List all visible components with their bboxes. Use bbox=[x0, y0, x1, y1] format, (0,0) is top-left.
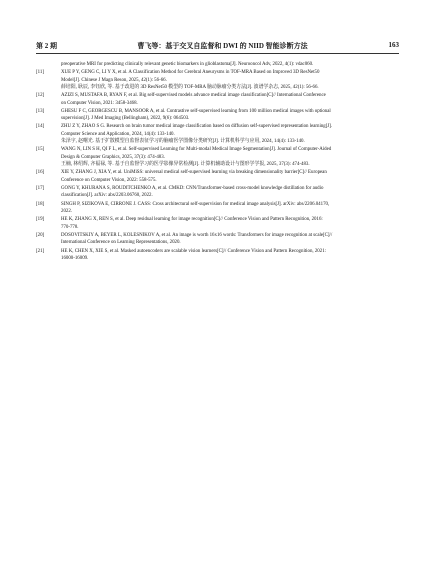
reference-line: on Computer Vision, 2021: 3458-3468. bbox=[61, 100, 138, 106]
reference-text bbox=[61, 216, 397, 231]
reference-line: HE K, ZHANG X, REN S, et al. Deep residual learning for image recognition[C]// Conference Vision and Pattern Recognition, 2016: bbox=[61, 217, 323, 223]
reference-line: GONG Y, KHURANA S, ROUDITCHENKO A, et al. CMKD: CNN/Transformer-based cross-model knowledge distillation for audio bbox=[61, 186, 324, 192]
reference-line: Computer Science and Application, 2024, 14(4): 133-140. bbox=[61, 131, 175, 137]
reference-text bbox=[61, 232, 397, 247]
reference-list bbox=[36, 61, 397, 263]
reference-number: [17] bbox=[36, 186, 45, 192]
reference-line: DOSOVITSKIY A, BEYER L, KOLESNIKOV A, et al. An image is worth 16x16 words: Transformers for image recognition at scale[C]// bbox=[61, 232, 333, 238]
reference-line: XUE P Y, GENG C, LI Y X, et al. A Classification Method for Cerebral Aneurysms in TOF-MRA Based on Improved 3D ResNet50 bbox=[61, 70, 320, 76]
reference-line: Conference on Computer Vision, 2022: 558-575. bbox=[61, 177, 157, 183]
reference-line: SINGH P, SIZIKOVA E, CIRRONE J. CASS: Cross architectural self-supervision for medical image analysis[J]. arXiv: abs/2206.04170, bbox=[61, 201, 330, 207]
reference-text bbox=[61, 108, 397, 123]
reference-entry bbox=[36, 232, 397, 247]
reference-entry bbox=[36, 248, 397, 263]
reference-line: ZHU Z Y, ZHAO S G. Research on brain tumor medical image classification based on diffusion self-supervised representation learning[J]. bbox=[61, 124, 333, 130]
reference-line: HE K, CHEN X, XIE S, et al. Masked autoencoders are scalable vision learners[C]// Conference Vision and Pattern Recognition, 2021: bbox=[61, 248, 326, 254]
header-rule bbox=[36, 53, 399, 54]
reference-number: [18] bbox=[36, 201, 45, 207]
reference-line: supervision[J]. J Med Imaging (Bellingham), 2022, 9(6): 064503. bbox=[61, 116, 190, 122]
reference-entry bbox=[36, 201, 397, 216]
reference-number: [21] bbox=[36, 248, 45, 254]
reference-line: AZIZI S, MUSTAFA B, RYAN F, et al. Big self-supervised models advance medical image classification[C]// International Conference bbox=[61, 93, 326, 99]
reference-number: [15] bbox=[36, 147, 45, 153]
reference-number: [20] bbox=[36, 232, 45, 238]
reference-line: 朱泽宇, 赵曙光. 基于扩散模型自监督表征学习的脑瘤医学图像分类研究[J]. 计算机科学与应用, 2024, 14(4): 133-140. bbox=[61, 139, 305, 145]
reference-number: [19] bbox=[36, 217, 45, 223]
reference-entry bbox=[36, 92, 397, 107]
reference-entry bbox=[36, 169, 397, 184]
reference-entry bbox=[36, 185, 397, 200]
issue-label: 第 2 期 bbox=[36, 42, 57, 50]
reference-line: 16000-16009. bbox=[61, 255, 89, 261]
reference-number: [11] bbox=[36, 70, 44, 76]
reference-line: International Conference on Learning Representations, 2020. bbox=[61, 240, 181, 246]
reference-text bbox=[61, 146, 397, 168]
reference-entry bbox=[36, 146, 397, 168]
reference-entry bbox=[36, 108, 397, 123]
reference-text bbox=[61, 201, 397, 216]
reference-entry bbox=[36, 69, 397, 91]
reference-line: XIE Y, ZHANG J, XIA Y, et al. UniMiSS: universal medical self-supervised learning via breaking dimensionality barrier[C]// European bbox=[61, 170, 327, 176]
reference-line: preoperative MRI for predicting clinically relevant genetic biomarkers in glioblastoma[J]. Neurooncol Adv, 2022, 4(1): vdac060. bbox=[61, 62, 314, 67]
reference-line: WANG N, LIN S H, QI F L, et al. Self-supervised Learning for Multi-modal Medical Image Segmentation[J]. Journal of Computer-Aided bbox=[61, 147, 332, 153]
running-header bbox=[36, 41, 399, 53]
reference-line: 2022. bbox=[61, 209, 73, 215]
reference-entry bbox=[36, 123, 397, 145]
reference-text bbox=[61, 69, 397, 91]
running-title: 曹飞等：基于交叉自监督和 DWI 的 NIID 智能诊断方法 bbox=[137, 42, 308, 50]
reference-number: [12] bbox=[36, 93, 45, 99]
reference-line: classification[J]. arXiv: abs/2203.06760, 2022. bbox=[61, 193, 153, 199]
reference-text bbox=[61, 61, 397, 68]
reference-text bbox=[61, 92, 397, 107]
reference-text bbox=[61, 248, 397, 263]
reference-entry bbox=[36, 61, 397, 68]
reference-line: 770-778. bbox=[61, 224, 79, 230]
reference-line: 王楠, 林绍辉, 齐福禄, 等. 基于自监督学习的医学影像异常检测[J]. 计算机辅助设计与图形学学报, 2025, 37(3): 474-483. bbox=[61, 162, 310, 168]
page-number: 163 bbox=[388, 41, 399, 49]
reference-text bbox=[61, 123, 397, 145]
reference-line: 薛培阳, 耿辰, 李钰欣, 等. 基于改进的 3D ResNet50 模型的 TOF-MRA 脑动脉瘤分类方法[J]. 波谱学杂志, 2025, 42(1): 56-66. bbox=[61, 85, 319, 91]
reference-number: [14] bbox=[36, 124, 45, 130]
reference-number: [13] bbox=[36, 108, 45, 114]
reference-entry bbox=[36, 216, 397, 231]
reference-number bbox=[36, 61, 61, 68]
reference-text bbox=[61, 185, 397, 200]
reference-line: Design & Computer Graphics, 2025, 37(3): 474-483. bbox=[61, 154, 165, 160]
reference-text bbox=[61, 169, 397, 184]
reference-line: GHESU F C, GEORGESCU B, MANSOOR A, et al. Contrastive self-supervised learning from 100 million medical images with optional bbox=[61, 108, 331, 114]
reference-line: Model[J]. Chinese J Magn Reson, 2025, 42(1): 56-66. bbox=[61, 77, 167, 83]
reference-number: [16] bbox=[36, 170, 45, 176]
